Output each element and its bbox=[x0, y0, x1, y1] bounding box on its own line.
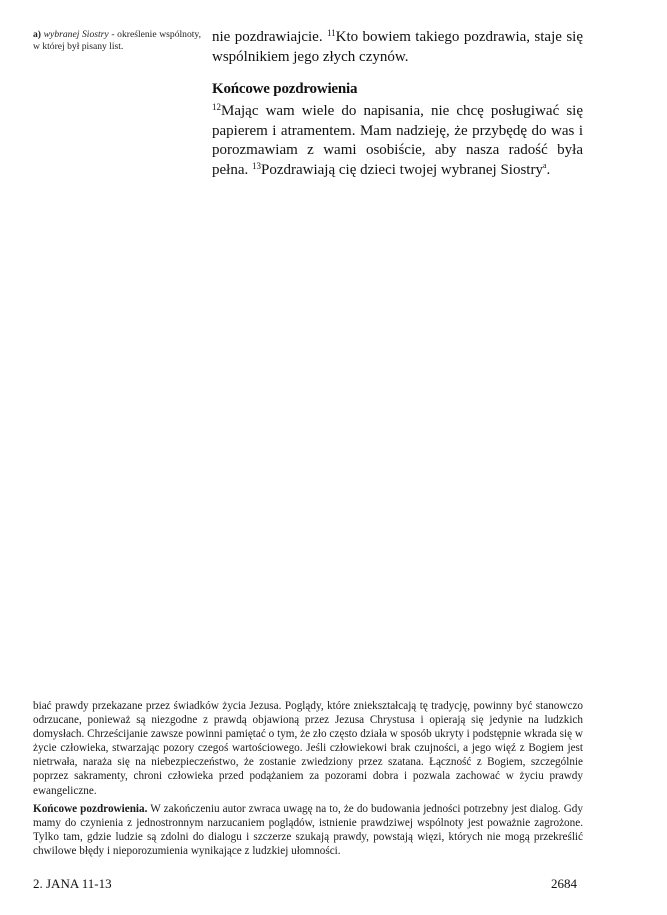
footnote-term: wybranej Siostry bbox=[43, 29, 109, 40]
section-heading: Końcowe pozdrowienia bbox=[212, 81, 358, 97]
scripture-paragraph bbox=[212, 28, 583, 67]
verse-number: 13 bbox=[251, 160, 261, 171]
footnote-text: - określenie wspólnoty, w której był pisany list. bbox=[33, 29, 201, 52]
scripture-text bbox=[212, 28, 583, 180]
verse-text: Mając wam wiele do napisania, nie chcę posługiwać się papierem i atramentem. Mam nadzieję, że przybędę do was i porozmawiam z wami osobiście, aby nasza radość była pełna. bbox=[212, 103, 583, 178]
commentary-paragraph bbox=[33, 802, 583, 858]
page-number: 2684 bbox=[551, 876, 577, 891]
commentary-text: W zakończeniu autor zwraca uwagę na to, że do budowania jedności potrzebny jest dialog. Gdy mamy do czynienia z jednostronnym narzucaniem poglądów, istnienie prawdziwej wspólnoty jest poważnie zagrożone. Tylko tam, gdzie ludzie są zdolni do dialogu i szczerze szukają prawdy, powstają więzi, których nie mogą przekreślić chwilowe błędy i nieporozumienia wynikające z ludzkiej ułomności. bbox=[33, 802, 583, 857]
footnote-marker: a) bbox=[33, 29, 41, 40]
commentary-lead: Końcowe pozdrowienia. bbox=[33, 802, 148, 815]
verse-number: 12 bbox=[212, 102, 221, 112]
commentary-section bbox=[33, 699, 583, 858]
book-reference: 2. JANA 11-13 bbox=[33, 876, 112, 891]
scripture-paragraph bbox=[212, 102, 583, 180]
verse-text: . bbox=[546, 161, 551, 178]
commentary-paragraph: biać prawdy przekazane przez świadków życia Jezusa. Poglądy, które zniekształcają tę tradycję, powinny być stanowczo odrzucane, ponieważ są niezgodne z prawdą objawioną przez Jezusa Chrystusa i opierają się jedynie na ludzkich domysłach. Chrześcijanie zawsze powinni pamiętać o tym, że zło często działa w sposób ukryty i podstępnie wkrada się w życie człowieka, stwarzając pozory czegoś wartościowego. Jeśli człowiekowi brak czujności, a jego więź z Bogiem jest nietrwała, naraża się na niebezpieczeństwo, że zostanie zwiedziony przez szatana. Łączność z Bogiem, szczególnie poprzez sakramenty, chroni człowieka przed podążaniem za pozorami dobra i pozwala zachować w życiu prawdy ewangeliczne. bbox=[33, 700, 583, 797]
verse-text: nie pozdrawiajcie. bbox=[212, 29, 327, 45]
verse-text: Pozdrawiają cię dzieci twojej wybranej Siostry bbox=[260, 161, 543, 178]
footnote-reference[interactable]: a bbox=[542, 160, 547, 170]
verse-number: 11 bbox=[326, 28, 336, 38]
margin-footnote bbox=[33, 29, 201, 53]
verse-text: Kto bowiem takiego pozdrawia, staje się wspólnikiem jego złych czynów. bbox=[212, 29, 583, 65]
